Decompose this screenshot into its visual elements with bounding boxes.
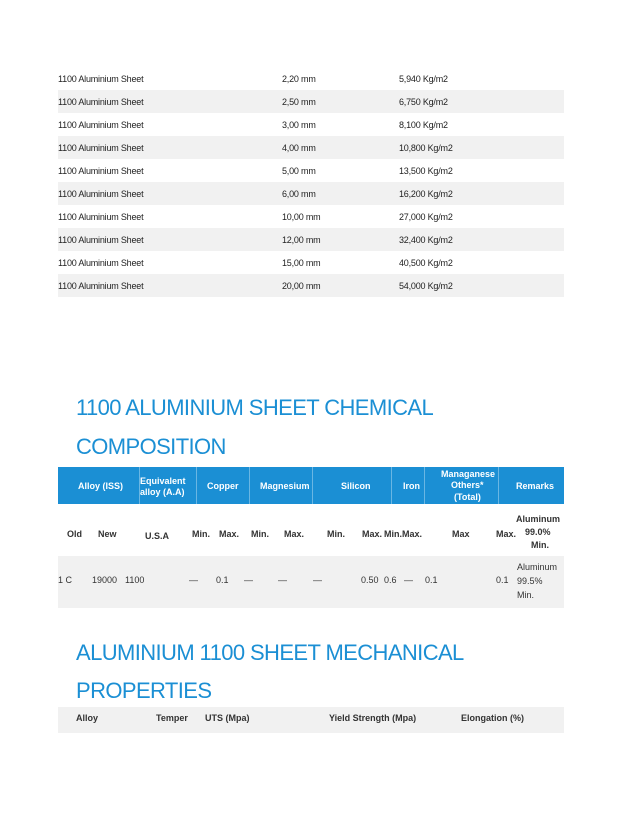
thickness-cell: 2,50 mm xyxy=(282,97,316,107)
header-elongation: Elongation (%) xyxy=(461,713,524,723)
cell-remark-3: Min. xyxy=(517,590,535,600)
header-iron: Iron xyxy=(403,481,420,491)
table-row xyxy=(58,205,564,228)
header-magnesium: Magnesium xyxy=(260,481,310,491)
sub-cu-max: Max. xyxy=(219,529,240,539)
sub-new: New xyxy=(98,529,117,539)
header-equivalent-1: Equivalent xyxy=(140,476,186,486)
mech-heading-line1: ALUMINIUM 1100 SHEET MECHANICAL xyxy=(76,640,464,665)
header-alloy: Alloy xyxy=(76,713,99,723)
divider xyxy=(196,467,197,504)
weight-cell: 8,100 Kg/m2 xyxy=(399,120,448,130)
sub-si-min: Min. xyxy=(327,529,345,539)
sub-usa: U.S.A xyxy=(145,531,170,541)
header-others: Others* xyxy=(451,480,484,490)
thickness-cell: 15,00 mm xyxy=(282,258,321,268)
thickness-cell: 3,00 mm xyxy=(282,120,316,130)
thickness-cell: 10,00 mm xyxy=(282,212,321,222)
header-silicon: Silicon xyxy=(341,481,371,491)
cell-old: 1 C xyxy=(58,575,73,585)
product-cell: 1100 Aluminium Sheet xyxy=(58,212,144,222)
chem-table-header xyxy=(58,467,564,504)
product-cell: 1100 Aluminium Sheet xyxy=(58,189,144,199)
table-row xyxy=(58,274,564,297)
cell-cu-min: — xyxy=(189,575,198,585)
chem-heading-line1: 1100 ALUMINIUM SHEET CHEMICAL xyxy=(76,395,434,420)
weight-cell: 27,000 Kg/m2 xyxy=(399,212,453,222)
chem-data-row xyxy=(58,556,564,608)
header-equivalent-2: alloy (A.A) xyxy=(140,487,185,497)
sub-mg-min: Min. xyxy=(251,529,269,539)
product-cell: 1100 Aluminium Sheet xyxy=(58,166,144,176)
product-cell: 1100 Aluminium Sheet xyxy=(58,120,144,130)
sub-old: Old xyxy=(67,529,82,539)
cell-si-min: — xyxy=(313,575,322,585)
table-row xyxy=(58,90,564,113)
table-row xyxy=(58,113,564,136)
weight-cell: 6,750 Kg/m2 xyxy=(399,97,448,107)
divider xyxy=(391,467,392,504)
thickness-cell: 12,00 mm xyxy=(282,235,321,245)
table-row xyxy=(58,159,564,182)
cell-others-max: 0.1 xyxy=(496,575,509,585)
table-row xyxy=(58,136,564,159)
cell-mg-min: — xyxy=(244,575,253,585)
weight-cell: 32,400 Kg/m2 xyxy=(399,235,453,245)
divider xyxy=(312,467,313,504)
table-row xyxy=(58,67,564,90)
divider xyxy=(249,467,250,504)
table-row xyxy=(58,228,564,251)
product-cell: 1100 Aluminium Sheet xyxy=(58,235,144,245)
header-alloy: Alloy (ISS) xyxy=(78,481,124,491)
header-temper: Temper xyxy=(156,713,188,723)
cell-mn-max: 0.1 xyxy=(425,575,438,585)
header-manganese: Managanese xyxy=(441,469,496,479)
header-total: (Total) xyxy=(454,492,481,502)
cell-fe-max: — xyxy=(404,575,413,585)
header-uts: UTS (Mpa) xyxy=(205,713,250,723)
cell-mg-max: — xyxy=(278,575,287,585)
header-remarks: Remarks xyxy=(516,481,555,491)
weight-cell: 16,200 Kg/m2 xyxy=(399,189,453,199)
cell-si-max: 0.50 xyxy=(361,575,379,585)
chem-subheader-row xyxy=(58,504,564,548)
header-yield-strength: Yield Strength (Mpa) xyxy=(329,713,417,723)
weight-cell: 5,940 Kg/m2 xyxy=(399,74,448,84)
chem-heading-line2: COMPOSITION xyxy=(76,434,226,459)
table-row xyxy=(58,182,564,205)
product-cell: 1100 Aluminium Sheet xyxy=(58,74,144,84)
cell-remark-1: Aluminum xyxy=(517,562,558,572)
thickness-cell: 5,00 mm xyxy=(282,166,316,176)
product-cell: 1100 Aluminium Sheet xyxy=(58,258,144,268)
divider xyxy=(498,467,499,504)
sub-mg-max: Max. xyxy=(284,529,305,539)
sub-fe-minmax: Min.Max. xyxy=(384,529,423,539)
divider xyxy=(424,467,425,504)
sub-remark-3: Min. xyxy=(531,540,549,550)
sub-mn-max: Max xyxy=(452,529,470,539)
sub-others-max: Max. xyxy=(496,529,517,539)
cell-remark-2: 99.5% xyxy=(517,576,543,586)
mech-table-header xyxy=(58,707,564,733)
weight-cell: 40,500 Kg/m2 xyxy=(399,258,453,268)
cell-new: 19000 xyxy=(92,575,118,585)
table-row xyxy=(58,251,564,274)
sub-si-max: Max. xyxy=(362,529,383,539)
sub-cu-min: Min. xyxy=(192,529,210,539)
thickness-cell: 6,00 mm xyxy=(282,189,316,199)
thickness-cell: 4,00 mm xyxy=(282,143,316,153)
sub-remark-1: Aluminum xyxy=(516,514,560,524)
thickness-cell: 2,20 mm xyxy=(282,74,316,84)
product-cell: 1100 Aluminium Sheet xyxy=(58,97,144,107)
cell-usa: 1100 xyxy=(125,575,145,585)
product-cell: 1100 Aluminium Sheet xyxy=(58,143,144,153)
sheet-weight-table xyxy=(58,67,564,297)
thickness-cell: 20,00 mm xyxy=(282,281,321,291)
cell-cu-max: 0.1 xyxy=(216,575,229,585)
weight-cell: 54,000 Kg/m2 xyxy=(399,281,453,291)
product-cell: 1100 Aluminium Sheet xyxy=(58,281,144,291)
sub-remark-2: 99.0% xyxy=(525,527,551,537)
cell-fe-min: 0.6 xyxy=(384,575,397,585)
header-copper: Copper xyxy=(207,481,239,491)
mech-heading-line2: PROPERTIES xyxy=(76,678,212,703)
weight-cell: 13,500 Kg/m2 xyxy=(399,166,453,176)
weight-cell: 10,800 Kg/m2 xyxy=(399,143,453,153)
